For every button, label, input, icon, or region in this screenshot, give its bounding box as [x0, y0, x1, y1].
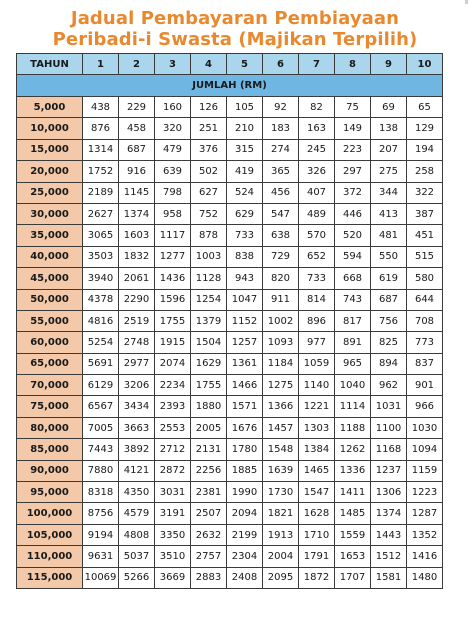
payment-cell: 708 — [407, 310, 443, 331]
payment-cell: 376 — [191, 139, 227, 160]
payment-cell: 3663 — [119, 417, 155, 438]
payment-cell: 644 — [407, 289, 443, 310]
payment-cell: 2005 — [191, 417, 227, 438]
page-title-line-1: Jadual Pembayaran Pembiayaan — [70, 8, 400, 29]
payment-cell: 1581 — [371, 567, 407, 588]
table-row — [17, 161, 443, 182]
payment-cell: 2507 — [191, 503, 227, 524]
year-header: 2 — [119, 54, 155, 75]
year-header: 6 — [263, 54, 299, 75]
payment-cell: 878 — [191, 225, 227, 246]
payment-cell: 2189 — [83, 182, 119, 203]
payment-cell: 962 — [371, 375, 407, 396]
payment-cell: 5254 — [83, 332, 119, 353]
payment-cell: 743 — [335, 289, 371, 310]
payment-cell: 3031 — [155, 482, 191, 503]
year-header: 5 — [227, 54, 263, 75]
amount-cell: 5,000 — [17, 97, 83, 118]
payment-cell: 69 — [371, 97, 407, 118]
payment-cell: 344 — [371, 182, 407, 203]
payment-cell: 1003 — [191, 246, 227, 267]
payment-cell: 194 — [407, 139, 443, 160]
payment-cell: 3503 — [83, 246, 119, 267]
payment-cell: 2553 — [155, 417, 191, 438]
amount-cell: 45,000 — [17, 268, 83, 289]
payment-cell: 1117 — [155, 225, 191, 246]
payment-cell: 820 — [263, 268, 299, 289]
payment-cell: 7005 — [83, 417, 119, 438]
payment-cell: 2977 — [119, 353, 155, 374]
payment-cell: 223 — [335, 139, 371, 160]
payment-cell: 502 — [191, 161, 227, 182]
payment-cell: 1512 — [371, 546, 407, 567]
payment-cell: 1184 — [263, 353, 299, 374]
payment-cell: 570 — [299, 225, 335, 246]
payment-cell: 419 — [227, 161, 263, 182]
payment-cell: 1990 — [227, 482, 263, 503]
payment-cell: 407 — [299, 182, 335, 203]
amount-cell: 90,000 — [17, 460, 83, 481]
table-row — [17, 203, 443, 224]
payment-cell: 876 — [83, 118, 119, 139]
payment-cell: 65 — [407, 97, 443, 118]
payment-cell: 798 — [155, 182, 191, 203]
payment-cell: 965 — [335, 353, 371, 374]
payment-cell: 297 — [335, 161, 371, 182]
year-header: 9 — [371, 54, 407, 75]
payment-cell: 515 — [407, 246, 443, 267]
payment-cell: 365 — [263, 161, 299, 182]
payment-cell: 639 — [155, 161, 191, 182]
table-row — [17, 482, 443, 503]
payment-cell: 1275 — [263, 375, 299, 396]
payment-cell: 2004 — [263, 546, 299, 567]
payment-cell: 773 — [407, 332, 443, 353]
table-row — [17, 567, 443, 588]
payment-cell: 1094 — [407, 439, 443, 460]
payment-cell: 2304 — [227, 546, 263, 567]
payment-cell: 1791 — [299, 546, 335, 567]
payment-cell: 2748 — [119, 332, 155, 353]
table-row — [17, 139, 443, 160]
payment-cell: 3065 — [83, 225, 119, 246]
payment-cell: 82 — [299, 97, 335, 118]
payment-cell: 105 — [227, 97, 263, 118]
payment-cell: 138 — [371, 118, 407, 139]
payment-cell: 1755 — [191, 375, 227, 396]
payment-cell: 4378 — [83, 289, 119, 310]
payment-cell: 1221 — [299, 396, 335, 417]
table-row — [17, 289, 443, 310]
payment-cell: 1436 — [155, 268, 191, 289]
payment-cell: 2381 — [191, 482, 227, 503]
payment-cell: 1384 — [299, 439, 335, 460]
payment-cell: 1416 — [407, 546, 443, 567]
year-header: 8 — [335, 54, 371, 75]
payment-cell: 901 — [407, 375, 443, 396]
table-row — [17, 396, 443, 417]
payment-cell: 2074 — [155, 353, 191, 374]
payment-cell: 6129 — [83, 375, 119, 396]
payment-cell: 1915 — [155, 332, 191, 353]
payment-cell: 687 — [371, 289, 407, 310]
payment-cell: 2061 — [119, 268, 155, 289]
payment-cell: 1676 — [227, 417, 263, 438]
payment-cell: 207 — [371, 139, 407, 160]
payment-cell: 958 — [155, 203, 191, 224]
payment-cell: 2872 — [155, 460, 191, 481]
jumlah-subheader: JUMLAH (RM) — [17, 75, 443, 97]
payment-cell: 8756 — [83, 503, 119, 524]
amount-cell: 25,000 — [17, 182, 83, 203]
payment-cell: 1710 — [299, 524, 335, 545]
payment-cell: 837 — [407, 353, 443, 374]
payment-cell: 458 — [119, 118, 155, 139]
payment-cell: 149 — [335, 118, 371, 139]
payment-cell: 1548 — [263, 439, 299, 460]
payment-cell: 1913 — [263, 524, 299, 545]
payment-cell: 729 — [263, 246, 299, 267]
payment-cell: 1379 — [191, 310, 227, 331]
payment-cell: 245 — [299, 139, 335, 160]
amount-cell: 15,000 — [17, 139, 83, 160]
year-header: 7 — [299, 54, 335, 75]
payment-cell: 911 — [263, 289, 299, 310]
amount-cell: 60,000 — [17, 332, 83, 353]
payment-cell: 891 — [335, 332, 371, 353]
payment-cell: 814 — [299, 289, 335, 310]
payment-cell: 594 — [335, 246, 371, 267]
payment-cell: 3206 — [119, 375, 155, 396]
payment-cell: 1100 — [371, 417, 407, 438]
payment-cell: 479 — [155, 139, 191, 160]
amount-cell: 35,000 — [17, 225, 83, 246]
year-header: 4 — [191, 54, 227, 75]
payment-cell: 1639 — [263, 460, 299, 481]
payment-cell: 2095 — [263, 567, 299, 588]
payment-cell: 9194 — [83, 524, 119, 545]
payment-cell: 1374 — [119, 203, 155, 224]
payment-cell: 3350 — [155, 524, 191, 545]
amount-cell: 110,000 — [17, 546, 83, 567]
amount-cell: 55,000 — [17, 310, 83, 331]
payment-cell: 580 — [407, 268, 443, 289]
payment-cell: 733 — [227, 225, 263, 246]
amount-cell: 30,000 — [17, 203, 83, 224]
amount-cell: 105,000 — [17, 524, 83, 545]
payment-cell: 315 — [227, 139, 263, 160]
payment-cell: 1314 — [83, 139, 119, 160]
payment-cell: 687 — [119, 139, 155, 160]
payment-cell: 322 — [407, 182, 443, 203]
amount-cell: 70,000 — [17, 375, 83, 396]
payment-cell: 2094 — [227, 503, 263, 524]
table-row — [17, 353, 443, 374]
corner-label: TAHUN — [17, 54, 83, 75]
table-row — [17, 375, 443, 396]
payment-cell: 1504 — [191, 332, 227, 353]
payment-cell: 1277 — [155, 246, 191, 267]
payment-cell: 1832 — [119, 246, 155, 267]
payment-cell: 1030 — [407, 417, 443, 438]
payment-cell: 251 — [191, 118, 227, 139]
payment-cell: 1140 — [299, 375, 335, 396]
payment-cell: 1872 — [299, 567, 335, 588]
payment-cell: 3892 — [119, 439, 155, 460]
payment-cell: 1047 — [227, 289, 263, 310]
payment-cell: 1145 — [119, 182, 155, 203]
payment-cell: 1752 — [83, 161, 119, 182]
payment-cell: 3191 — [155, 503, 191, 524]
payment-cell: 817 — [335, 310, 371, 331]
payment-cell: 451 — [407, 225, 443, 246]
payment-cell: 3434 — [119, 396, 155, 417]
payment-cell: 2393 — [155, 396, 191, 417]
payment-cell: 2519 — [119, 310, 155, 331]
payment-cell: 481 — [371, 225, 407, 246]
payment-cell: 2757 — [191, 546, 227, 567]
payment-cell: 326 — [299, 161, 335, 182]
payment-cell: 1629 — [191, 353, 227, 374]
payment-cell: 1352 — [407, 524, 443, 545]
amount-cell: 115,000 — [17, 567, 83, 588]
payment-cell: 1559 — [335, 524, 371, 545]
amount-cell: 10,000 — [17, 118, 83, 139]
year-header: 1 — [83, 54, 119, 75]
payment-cell: 6567 — [83, 396, 119, 417]
payment-cell: 1306 — [371, 482, 407, 503]
payment-cell: 4350 — [119, 482, 155, 503]
header-row — [17, 54, 443, 75]
amount-cell: 95,000 — [17, 482, 83, 503]
page-edge-mark — [465, 0, 468, 4]
payment-cell: 183 — [263, 118, 299, 139]
payment-cell: 413 — [371, 203, 407, 224]
payment-cell: 3669 — [155, 567, 191, 588]
payment-cell: 629 — [227, 203, 263, 224]
payment-cell: 1168 — [371, 439, 407, 460]
table-row — [17, 417, 443, 438]
payment-cell: 1188 — [335, 417, 371, 438]
amount-cell: 75,000 — [17, 396, 83, 417]
payment-cell: 966 — [407, 396, 443, 417]
table-row — [17, 246, 443, 267]
payment-cell: 619 — [371, 268, 407, 289]
payment-cell: 4816 — [83, 310, 119, 331]
payment-cell: 1159 — [407, 460, 443, 481]
payment-cell: 627 — [191, 182, 227, 203]
payment-cell: 1002 — [263, 310, 299, 331]
payment-cell: 638 — [263, 225, 299, 246]
payment-cell: 1780 — [227, 439, 263, 460]
table-row — [17, 268, 443, 289]
payment-cell: 92 — [263, 97, 299, 118]
payment-cell: 752 — [191, 203, 227, 224]
amount-cell: 20,000 — [17, 161, 83, 182]
year-header: 3 — [155, 54, 191, 75]
payment-cell: 129 — [407, 118, 443, 139]
payment-cell: 1262 — [335, 439, 371, 460]
payment-table-container — [16, 53, 442, 589]
payment-cell: 1821 — [263, 503, 299, 524]
payment-cell: 733 — [299, 268, 335, 289]
table-row — [17, 503, 443, 524]
payment-cell: 7880 — [83, 460, 119, 481]
table-row — [17, 332, 443, 353]
payment-cell: 2199 — [227, 524, 263, 545]
payment-cell: 320 — [155, 118, 191, 139]
table-body — [17, 97, 443, 589]
payment-cell: 9631 — [83, 546, 119, 567]
payment-cell: 1093 — [263, 332, 299, 353]
payment-cell: 274 — [263, 139, 299, 160]
payment-cell: 1411 — [335, 482, 371, 503]
payment-cell: 160 — [155, 97, 191, 118]
payment-cell: 1114 — [335, 396, 371, 417]
payment-cell: 10069 — [83, 567, 119, 588]
table-row — [17, 97, 443, 118]
payment-cell: 8318 — [83, 482, 119, 503]
payment-cell: 1257 — [227, 332, 263, 353]
payment-cell: 1237 — [371, 460, 407, 481]
payment-cell: 1880 — [191, 396, 227, 417]
payment-cell: 7443 — [83, 439, 119, 460]
payment-cell: 4121 — [119, 460, 155, 481]
table-row — [17, 546, 443, 567]
payment-cell: 2712 — [155, 439, 191, 460]
payment-cell: 756 — [371, 310, 407, 331]
payment-cell: 668 — [335, 268, 371, 289]
payment-cell: 896 — [299, 310, 335, 331]
payment-cell: 1031 — [371, 396, 407, 417]
amount-cell: 100,000 — [17, 503, 83, 524]
payment-cell: 1287 — [407, 503, 443, 524]
payment-cell: 126 — [191, 97, 227, 118]
table-row — [17, 439, 443, 460]
payment-cell: 943 — [227, 268, 263, 289]
payment-cell: 2883 — [191, 567, 227, 588]
payment-cell: 489 — [299, 203, 335, 224]
payment-cell: 825 — [371, 332, 407, 353]
payment-cell: 1466 — [227, 375, 263, 396]
payment-cell: 652 — [299, 246, 335, 267]
payment-cell: 1885 — [227, 460, 263, 481]
payment-cell: 1336 — [335, 460, 371, 481]
payment-cell: 1128 — [191, 268, 227, 289]
payment-cell: 916 — [119, 161, 155, 182]
payment-cell: 1152 — [227, 310, 263, 331]
payment-cell: 977 — [299, 332, 335, 353]
payment-cell: 5266 — [119, 567, 155, 588]
payment-cell: 3510 — [155, 546, 191, 567]
payment-cell: 2131 — [191, 439, 227, 460]
payment-cell: 1223 — [407, 482, 443, 503]
payment-cell: 2408 — [227, 567, 263, 588]
payment-cell: 1707 — [335, 567, 371, 588]
payment-cell: 1547 — [299, 482, 335, 503]
payment-cell: 1361 — [227, 353, 263, 374]
year-header: 10 — [407, 54, 443, 75]
payment-cell: 5691 — [83, 353, 119, 374]
payment-cell: 438 — [83, 97, 119, 118]
amount-cell: 50,000 — [17, 289, 83, 310]
table-row — [17, 310, 443, 331]
payment-cell: 2290 — [119, 289, 155, 310]
table-row — [17, 524, 443, 545]
payment-cell: 1485 — [335, 503, 371, 524]
payment-cell: 387 — [407, 203, 443, 224]
payment-cell: 258 — [407, 161, 443, 182]
payment-cell: 1374 — [371, 503, 407, 524]
payment-cell: 524 — [227, 182, 263, 203]
payment-cell: 1443 — [371, 524, 407, 545]
payment-cell: 1303 — [299, 417, 335, 438]
amount-cell: 85,000 — [17, 439, 83, 460]
payment-cell: 4579 — [119, 503, 155, 524]
amount-cell: 40,000 — [17, 246, 83, 267]
payment-cell: 3940 — [83, 268, 119, 289]
amount-cell: 65,000 — [17, 353, 83, 374]
payment-cell: 894 — [371, 353, 407, 374]
payment-cell: 456 — [263, 182, 299, 203]
payment-cell: 1653 — [335, 546, 371, 567]
subheader-row — [17, 75, 443, 97]
table-row — [17, 182, 443, 203]
payment-table — [16, 53, 443, 589]
payment-cell: 1366 — [263, 396, 299, 417]
payment-cell: 838 — [227, 246, 263, 267]
table-row — [17, 225, 443, 246]
payment-cell: 163 — [299, 118, 335, 139]
payment-cell: 446 — [335, 203, 371, 224]
payment-cell: 520 — [335, 225, 371, 246]
payment-cell: 2627 — [83, 203, 119, 224]
payment-cell: 275 — [371, 161, 407, 182]
amount-cell: 80,000 — [17, 417, 83, 438]
payment-cell: 2632 — [191, 524, 227, 545]
payment-cell: 547 — [263, 203, 299, 224]
payment-cell: 2234 — [155, 375, 191, 396]
payment-cell: 1628 — [299, 503, 335, 524]
payment-cell: 1596 — [155, 289, 191, 310]
payment-cell: 4808 — [119, 524, 155, 545]
payment-cell: 550 — [371, 246, 407, 267]
payment-cell: 1755 — [155, 310, 191, 331]
payment-cell: 1571 — [227, 396, 263, 417]
payment-cell: 372 — [335, 182, 371, 203]
payment-cell: 1603 — [119, 225, 155, 246]
payment-cell: 1480 — [407, 567, 443, 588]
page-title-line-2: Peribadi-i Swasta (Majikan Terpilih) — [52, 29, 418, 50]
payment-cell: 2256 — [191, 460, 227, 481]
payment-cell: 229 — [119, 97, 155, 118]
payment-cell: 1040 — [335, 375, 371, 396]
table-row — [17, 460, 443, 481]
payment-cell: 1059 — [299, 353, 335, 374]
table-row — [17, 118, 443, 139]
payment-cell: 1465 — [299, 460, 335, 481]
payment-cell: 75 — [335, 97, 371, 118]
payment-cell: 1730 — [263, 482, 299, 503]
payment-cell: 1457 — [263, 417, 299, 438]
payment-cell: 210 — [227, 118, 263, 139]
payment-cell: 5037 — [119, 546, 155, 567]
payment-cell: 1254 — [191, 289, 227, 310]
